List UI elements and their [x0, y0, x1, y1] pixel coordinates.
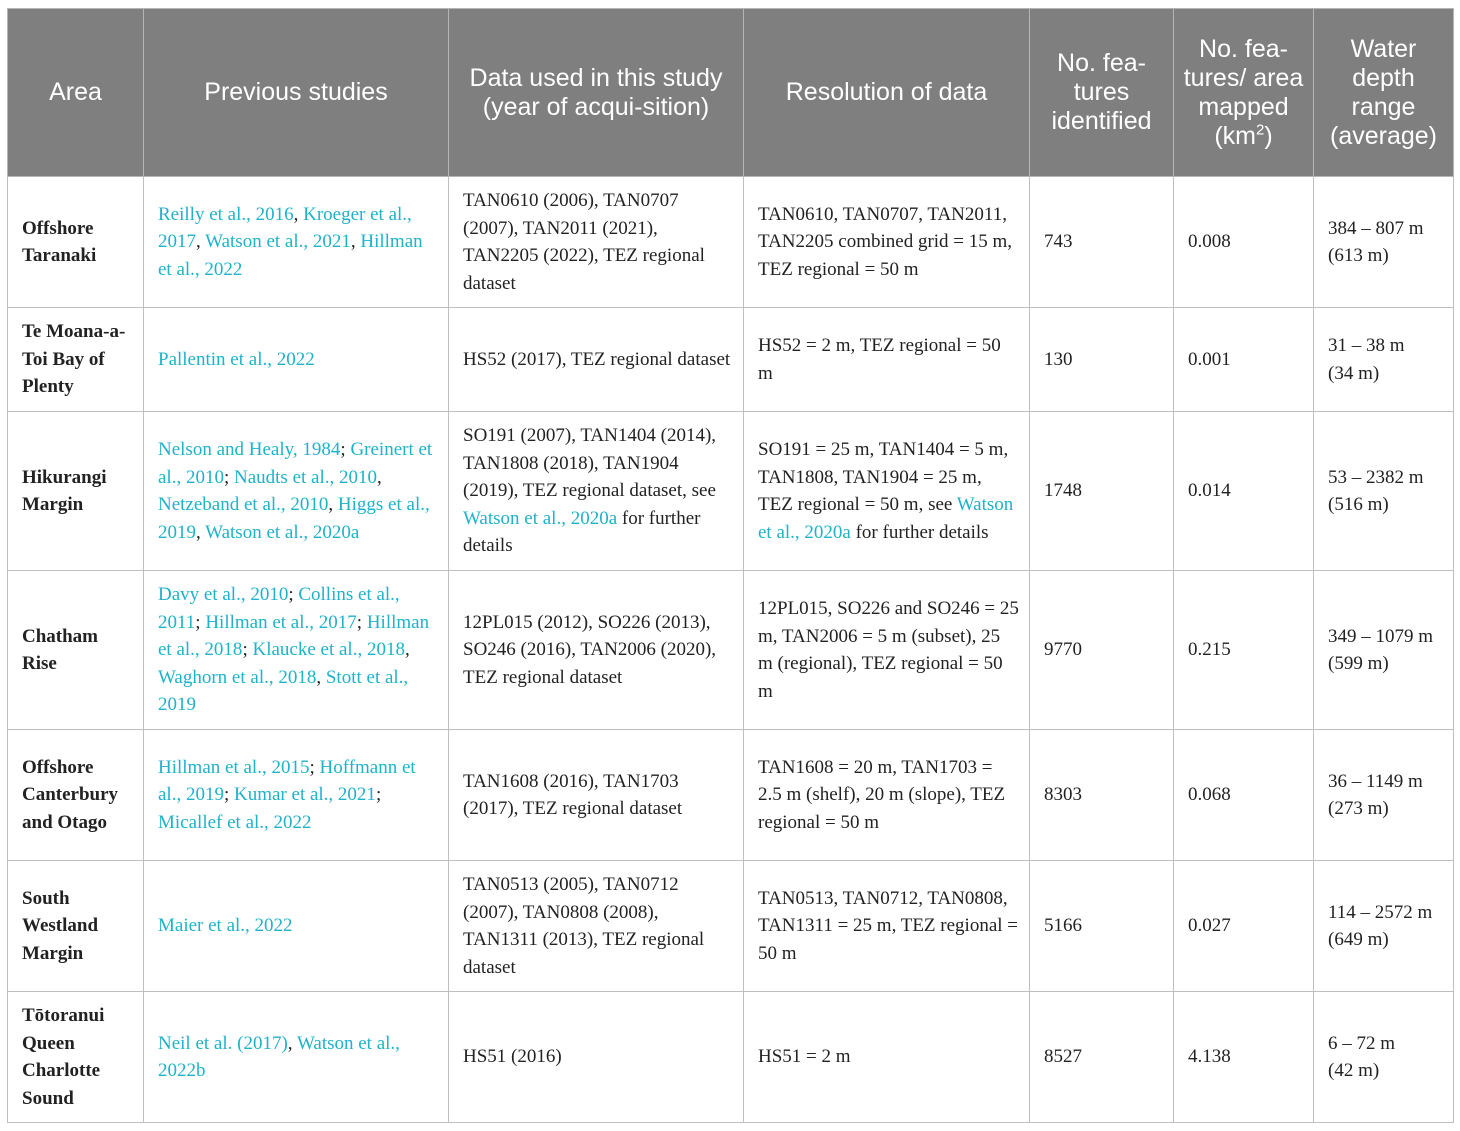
- previous-studies-cell: Davy et al., 2010; Collins et al., 2011; Hillman et al., 2017; Hillman et al., 2018; Klaucke et al., 2018, Waghorn et al., 2018, Stott et al., 2019: [144, 571, 449, 730]
- previous-studies-cell: [144, 308, 449, 412]
- depth-range: 349 – 1079 m: [1328, 625, 1434, 647]
- resolution-cell: 12PL015, SO226 and SO246 = 25 m, TAN2006 = 5 m (subset), 25 m (regional), TEZ regional = 50 m: [744, 571, 1030, 730]
- header-area: Area: [8, 9, 144, 177]
- depth-cell: [1314, 992, 1454, 1123]
- density-cell: 4.138: [1174, 992, 1314, 1123]
- reference-link[interactable]: Watson et al., 2020a: [463, 507, 618, 529]
- depth-range: 384 – 807 m: [1328, 217, 1424, 239]
- reference-link[interactable]: Kroeger et al., 2017: [158, 203, 412, 253]
- depth-average: (649 m): [1328, 929, 1389, 950]
- reference-link[interactable]: Hillman et al., 2018: [158, 611, 430, 661]
- depth-average: (516 m): [1328, 494, 1389, 515]
- density-cell: 0.027: [1174, 861, 1314, 992]
- resolution-cell: TAN0610, TAN0707, TAN2011, TAN2205 combined grid = 15 m, TEZ regional = 50 m: [744, 177, 1030, 308]
- data-used-cell: HS52 (2017), TEZ regional dataset: [449, 308, 744, 412]
- area-cell: Offshore Canterbury and Otago: [8, 730, 144, 861]
- depth-average: (34 m): [1328, 362, 1380, 384]
- reference-link[interactable]: Maier et al., 2022: [158, 915, 293, 937]
- data-used-cell: HS51 (2016): [449, 992, 744, 1123]
- area-cell: Tōtoranui Queen Charlotte Sound: [8, 992, 144, 1123]
- data-used-cell: TAN0610 (2006), TAN0707 (2007), TAN2011 (2021), TAN2205 (2022), TEZ regional dataset: [449, 177, 744, 308]
- data-table: [7, 8, 1454, 1123]
- features-cell: 9770: [1030, 571, 1174, 730]
- reference-link[interactable]: Watson et al., 2022b: [158, 1032, 400, 1081]
- reference-link[interactable]: Waghorn et al., 2018: [158, 666, 317, 688]
- previous-studies-cell: Nelson and Healy, 1984; Greinert et al., 2010; Naudts et al., 2010, Netzeband et al., 2010, Higgs et al., 2019, Watson et al., 2020a: [144, 412, 449, 571]
- data-used-cell: TAN1608 (2016), TAN1703 (2017), TEZ regional dataset: [449, 730, 744, 861]
- area-cell: Offshore Taranaki: [8, 177, 144, 308]
- reference-link[interactable]: Hillman et al., 2022: [158, 231, 423, 280]
- depth-average: (273 m): [1328, 798, 1389, 819]
- depth-range: 31 – 38 m: [1328, 335, 1405, 356]
- table-row: [8, 177, 1454, 308]
- reference-link[interactable]: Watson et al., 2021: [205, 231, 351, 253]
- reference-link[interactable]: Watson et al., 2020a: [205, 521, 360, 543]
- reference-link[interactable]: Hillman et al., 2017: [205, 611, 357, 633]
- density-cell: 0.068: [1174, 730, 1314, 861]
- header-features-per-area-text: No. fea-tures/ area mapped (km: [1183, 34, 1304, 150]
- area-cell: Chatham Rise: [8, 571, 144, 730]
- depth-cell: [1314, 730, 1454, 861]
- resolution-tail: for further details: [855, 521, 989, 543]
- resolution-cell: HS52 = 2 m, TEZ regional = 50 m: [744, 308, 1030, 412]
- density-cell: 0.014: [1174, 412, 1314, 571]
- data-used-cell: 12PL015 (2012), SO226 (2013), SO246 (2016), TAN2006 (2020), TEZ regional dataset: [449, 571, 744, 730]
- depth-range: 6 – 72 m: [1328, 1032, 1396, 1054]
- reference-link[interactable]: Stott et al., 2019: [158, 666, 409, 716]
- depth-range: 36 – 1149 m: [1328, 770, 1423, 792]
- header-superscript: 2: [1255, 121, 1265, 139]
- header-features-identified: No. fea-tures identified: [1030, 9, 1174, 177]
- previous-studies-cell: Reilly et al., 2016, Kroeger et al., 2017, Watson et al., 2021, Hillman et al., 2022: [144, 177, 449, 308]
- previous-studies-cell: [144, 861, 449, 992]
- resolution-cell: TAN0513, TAN0712, TAN0808, TAN1311 = 25 m, TEZ regional = 50 m: [744, 861, 1030, 992]
- table-row: [8, 571, 1454, 730]
- density-cell: 0.008: [1174, 177, 1314, 308]
- reference-link[interactable]: Pallentin et al., 2022: [158, 348, 315, 370]
- area-cell: Te Moana-a-Toi Bay of Plenty: [8, 308, 144, 412]
- header-data-used: Data used in this study (year of acqui-sition): [449, 9, 744, 177]
- features-cell: 8303: [1030, 730, 1174, 861]
- reference-link[interactable]: Reilly et al., 2016: [158, 203, 294, 225]
- reference-link[interactable]: Neil et al. (2017): [158, 1032, 288, 1054]
- reference-link[interactable]: Nelson and Healy, 1984: [158, 439, 341, 460]
- density-cell: 0.001: [1174, 308, 1314, 412]
- reference-link[interactable]: Naudts et al., 2010: [234, 466, 378, 488]
- header-previous-studies: Previous studies: [144, 9, 449, 177]
- header-row: [8, 9, 1454, 177]
- resolution-cell: HS51 = 2 m: [744, 992, 1030, 1123]
- depth-cell: [1314, 177, 1454, 308]
- previous-studies-cell: Neil et al. (2017), Watson et al., 2022b: [144, 992, 449, 1123]
- reference-link[interactable]: Higgs et al., 2019: [158, 494, 430, 543]
- previous-studies-cell: Hillman et al., 2015; Hoffmann et al., 2019; Kumar et al., 2021; Micallef et al., 2022: [144, 730, 449, 861]
- reference-link[interactable]: Klaucke et al., 2018: [252, 639, 405, 661]
- reference-link[interactable]: Micallef et al., 2022: [158, 811, 312, 833]
- depth-cell: [1314, 412, 1454, 571]
- resolution-cell: [744, 412, 1030, 571]
- area-cell: Hikurangi Margin: [8, 412, 144, 571]
- depth-range: 53 – 2382 m: [1328, 466, 1424, 488]
- depth-cell: [1314, 861, 1454, 992]
- reference-link[interactable]: Greinert et al., 2010: [158, 439, 433, 488]
- data-used-text: SO191 (2007), TAN1404 (2014), TAN1808 (2018), TAN1904 (2019), TEZ regional dataset, see: [463, 425, 717, 502]
- resolution-text: SO191 = 25 m, TAN1404 = 5 m, TAN1808, TAN1904 = 25 m, TEZ regional = 50 m, see: [758, 439, 1009, 515]
- table-row: [8, 308, 1454, 412]
- features-cell: 8527: [1030, 992, 1174, 1123]
- reference-link[interactable]: Watson et al., 2020a: [758, 494, 1014, 543]
- features-cell: 743: [1030, 177, 1174, 308]
- features-cell: 5166: [1030, 861, 1174, 992]
- density-cell: 0.215: [1174, 571, 1314, 730]
- header-features-per-area-close: ): [1264, 121, 1273, 150]
- header-resolution: Resolution of data: [744, 9, 1030, 177]
- depth-cell: [1314, 308, 1454, 412]
- depth-cell: [1314, 571, 1454, 730]
- header-water-depth: Water depth range (average): [1314, 9, 1454, 177]
- data-used-cell: [449, 412, 744, 571]
- reference-link[interactable]: Davy et al., 2010: [158, 584, 289, 606]
- table-row: [8, 730, 1454, 861]
- reference-link[interactable]: Hoffmann et al., 2019: [158, 756, 416, 806]
- reference-link[interactable]: Netzeband et al., 2010: [158, 494, 329, 515]
- area-cell: South Westland Margin: [8, 861, 144, 992]
- resolution-cell: TAN1608 = 20 m, TAN1703 = 2.5 m (shelf), 20 m (slope), TEZ regional = 50 m: [744, 730, 1030, 861]
- table-row: [8, 861, 1454, 992]
- reference-link[interactable]: Hillman et al., 2015: [158, 756, 310, 778]
- data-used-tail: for further details: [463, 507, 701, 557]
- reference-link[interactable]: Kumar et al., 2021: [234, 784, 376, 806]
- data-used-cell: TAN0513 (2005), TAN0712 (2007), TAN0808 (2008), TAN1311 (2013), TEZ regional dataset: [449, 861, 744, 992]
- table-row: [8, 412, 1454, 571]
- depth-average: (42 m): [1328, 1060, 1380, 1081]
- features-cell: 1748: [1030, 412, 1174, 571]
- depth-range: 114 – 2572 m: [1328, 901, 1433, 923]
- depth-average: (613 m): [1328, 245, 1389, 266]
- features-cell: 130: [1030, 308, 1174, 412]
- header-features-per-area: [1174, 9, 1314, 177]
- table-row: [8, 992, 1454, 1123]
- reference-link[interactable]: Collins et al., 2011: [158, 584, 400, 633]
- depth-average: (599 m): [1328, 653, 1389, 674]
